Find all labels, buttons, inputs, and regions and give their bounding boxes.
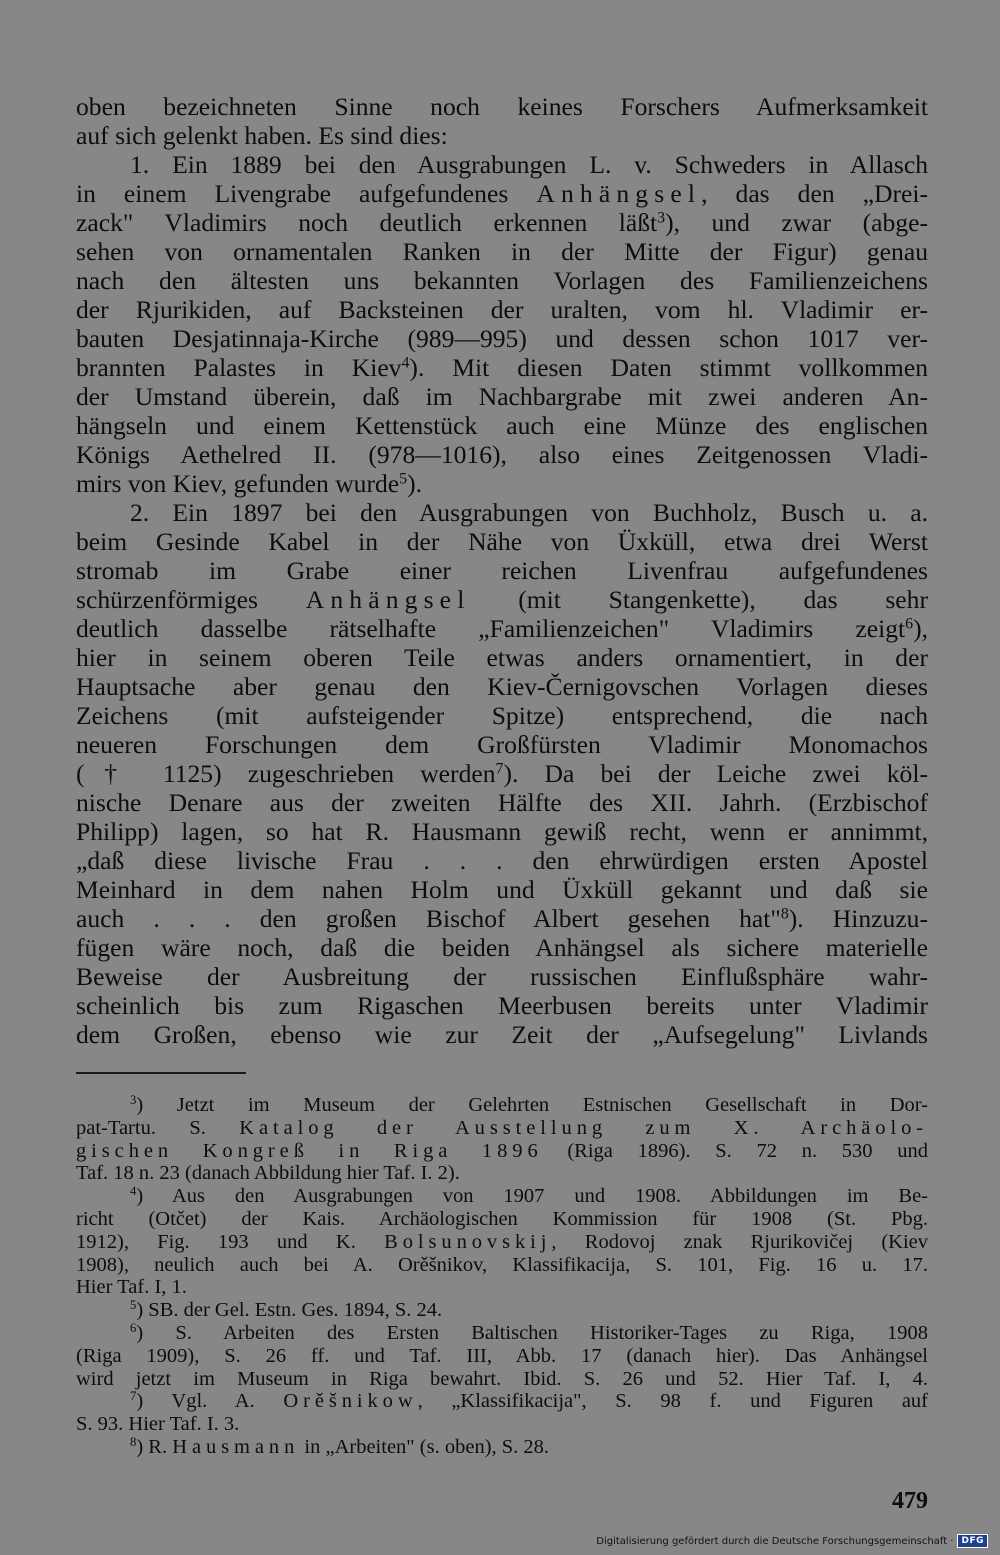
text-run: in einem Livengrabe aufgefundenes [76, 179, 537, 208]
main-text [76, 92, 928, 1049]
text-line [76, 498, 928, 527]
spaced-emphasis: Katalog der Ausstellung zum X. Archäolo- [239, 1116, 928, 1139]
text-line [76, 556, 928, 585]
footnote-line [76, 1140, 928, 1163]
spaced-emphasis: Anhängsel [305, 585, 471, 614]
footnote-line [76, 1299, 928, 1322]
footnote-separator [76, 1072, 246, 1074]
footnote-line [76, 1345, 928, 1368]
text-line [76, 469, 928, 498]
text-line [76, 817, 928, 846]
text-run: (Riga 1896). S. 72 n. 530 und [542, 1139, 928, 1162]
text-run: ). Mit diesen Daten stimmt vollkommen [409, 353, 929, 382]
footnote-marker: 6 [905, 615, 914, 633]
footnote-line [76, 1322, 928, 1345]
footnote-marker: 8 [130, 1434, 137, 1449]
text-line [76, 643, 928, 672]
text-run: ). Hinzuzu- [788, 904, 928, 933]
text-line [76, 382, 928, 411]
text-run: pat-Tartu. S. [76, 1116, 240, 1139]
text-run: brannten Palastes in Kiev [76, 353, 402, 382]
footnote-line [76, 1413, 928, 1436]
text-run: ) SB. der Gel. Estn. Ges. 1894, S. 24. [136, 1299, 443, 1322]
text-line [76, 295, 928, 324]
page-number: 479 [892, 1488, 928, 1514]
text-run: , Rodovoj znak Rjurikovičej (Kiev [551, 1230, 928, 1253]
text-run: Königs Aethelred II. (978—1016), also eines Zeitgenossen Vladi- [76, 440, 928, 469]
spaced-emphasis: Hausmann [172, 1435, 300, 1458]
text-run: ). Da bei der Leiche zwei köl- [503, 759, 928, 788]
text-line [76, 788, 928, 817]
footnote-line [76, 1117, 928, 1140]
text-run: auch . . . den großen Bischof Albert gesehen hat" [76, 904, 781, 933]
text-line [76, 179, 928, 208]
dfg-logo: DFG [957, 1534, 988, 1548]
text-run: neueren Forschungen dem Großfürsten Vladimir Monomachos [76, 730, 928, 759]
text-line [76, 991, 928, 1020]
text-line [76, 237, 928, 266]
text-run: Zeichens (mit aufsteigender Spitze) entsprechend, die nach [76, 701, 928, 730]
text-run: sehen von ornamentalen Ranken in der Mitte der Figur) genau [76, 237, 928, 266]
text-run: , das den „Drei- [701, 179, 929, 208]
footnote-line [76, 1231, 928, 1254]
text-run: 1908), neulich auch bei A. Orěšnikov, Klassifikacija, S. 101, Fig. 16 u. 17. [76, 1253, 928, 1276]
footnote-line [76, 1436, 928, 1459]
text-line [76, 962, 928, 991]
footnote-marker: 6 [130, 1320, 137, 1335]
text-run: 1. Ein 1889 bei den Ausgrabungen L. v. Schweders in Allasch [130, 150, 928, 179]
text-run: ), und zwar (abge- [665, 208, 929, 237]
text-run: der Rjurikiden, auf Backsteinen der uralten, vom hl. Vladimir er- [76, 295, 928, 324]
text-run: oben bezeichneten Sinne noch keines Forschers Aufmerksamkeit [76, 92, 928, 121]
text-line [76, 411, 928, 440]
spaced-emphasis: Orěšnikow [283, 1390, 418, 1413]
footnote-marker: 3 [130, 1093, 137, 1108]
text-line [76, 701, 928, 730]
footnote-marker: 5 [130, 1298, 137, 1313]
text-run: ). [407, 469, 423, 498]
text-run: wird jetzt im Museum in Riga bewahrt. Ibid. S. 26 und 52. Hier Taf. I, 4. [76, 1367, 928, 1390]
spaced-emphasis: gischen Kongreß in Riga 1896 [76, 1139, 543, 1162]
text-run: S. 93. Hier Taf. I. 3. [76, 1413, 240, 1436]
spaced-emphasis: Anhängsel [536, 179, 702, 208]
text-run: richt (Otčet) der Kais. Archäologischen Kommission für 1908 (St. Pbg. [76, 1207, 928, 1230]
text-line [76, 527, 928, 556]
footnote-line [76, 1254, 928, 1277]
text-line [76, 846, 928, 875]
text-run: Meinhard in dem nahen Holm und Üxküll gekannt und daß sie [76, 875, 928, 904]
text-run: schürzenförmiges [76, 585, 306, 614]
footnote-marker: 7 [130, 1389, 137, 1404]
text-run: auf sich gelenkt haben. Es sind dies: [76, 121, 448, 150]
text-run: Taf. 18 n. 23 (danach Abbildung hier Taf. I. 2). [76, 1162, 460, 1185]
text-run: Hauptsache aber genau den Kiev-Černigovschen Vorlagen dieses [76, 672, 928, 701]
text-line [76, 759, 928, 788]
footnote-line [76, 1368, 928, 1391]
spaced-emphasis: Bolsunovskij [384, 1230, 552, 1253]
text-line [76, 324, 928, 353]
footnotes [76, 1094, 928, 1459]
text-line [76, 875, 928, 904]
text-run: fügen wäre noch, daß die beiden Anhängsel als sichere materielle [76, 933, 928, 962]
text-run: Beweise der Ausbreitung der russischen Einflußsphäre wahr- [76, 962, 928, 991]
footnote-line [76, 1276, 928, 1299]
footnote-marker: 4 [401, 354, 410, 372]
text-line [76, 121, 928, 150]
text-run: hängseln und einem Kettenstück auch eine Münze des englischen [76, 411, 928, 440]
footnote-line [76, 1208, 928, 1231]
text-run: Hier Taf. I, 1. [76, 1276, 187, 1299]
text-line [76, 1020, 928, 1049]
text-run: ) Vgl. A. [136, 1390, 284, 1413]
text-line [76, 353, 928, 382]
footnote-marker: 7 [495, 760, 504, 778]
text-line [76, 92, 928, 121]
text-run: ), [913, 614, 928, 643]
text-run: zack" Vladimirs noch deutlich erkennen läßt [76, 208, 658, 237]
text-run: ) S. Arbeiten des Ersten Baltischen Historiker-Tages zu Riga, 1908 [136, 1321, 928, 1344]
text-run: (Riga 1909), S. 26 ff. und Taf. III, Abb. 17 (danach hier). Das Anhängsel [76, 1344, 928, 1367]
credit-text: Digitalisierung gefördert durch die Deutsche Forschungsgemeinschaft · [596, 1535, 954, 1547]
text-run: 1912), Fig. 193 und K. [76, 1230, 385, 1253]
text-run: 2. Ein 1897 bei den Ausgrabungen von Buchholz, Busch u. a. [130, 498, 928, 527]
text-run: deutlich dasselbe rätselhafte „Familienzeichen" Vladimirs zeigt [76, 614, 906, 643]
text-line [76, 585, 928, 614]
text-run: nische Denare aus der zweiten Hälfte des XII. Jahrh. (Erzbischof [76, 788, 928, 817]
text-run: dem Großen, ebenso wie zur Zeit der „Aufsegelung" Livlands [76, 1020, 928, 1049]
text-run: der Umstand überein, daß im Nachbargrabe mit zwei anderen An- [76, 382, 928, 411]
footnote-marker: 4 [130, 1184, 137, 1199]
text-run: beim Gesinde Kabel in der Nähe von Üxküll, etwa drei Werst [76, 527, 928, 556]
text-run: (mit Stangenkette), das sehr [470, 585, 928, 614]
text-run: bauten Desjatinnaja-Kirche (989—995) und dessen schon 1017 ver- [76, 324, 928, 353]
text-line [76, 672, 928, 701]
footnote-line [76, 1094, 928, 1117]
footnote-marker: 3 [657, 209, 666, 227]
text-run: ) R. [136, 1435, 173, 1458]
text-line [76, 933, 928, 962]
footnote-line [76, 1390, 928, 1413]
footnote-line [76, 1185, 928, 1208]
footnote-marker: 5 [399, 470, 408, 488]
text-line [76, 440, 928, 469]
text-run: ) Aus den Ausgrabungen von 1907 und 1908. Abbildungen im Be- [136, 1185, 928, 1208]
footnote-marker: 8 [780, 905, 789, 923]
digitization-credit [596, 1534, 988, 1548]
text-run: stromab im Grabe einer reichen Livenfrau aufgefundenes [76, 556, 928, 585]
text-line [76, 266, 928, 295]
footnote-line [76, 1162, 928, 1185]
text-run: scheinlich bis zum Rigaschen Meerbusen bereits unter Vladimir [76, 991, 928, 1020]
text-run: Philipp) lagen, so hat R. Hausmann gewiß recht, wenn er annimmt, [76, 817, 928, 846]
text-run: „daß diese livische Frau . . . den ehrwürdigen ersten Apostel [76, 846, 928, 875]
text-line [76, 730, 928, 759]
text-line [76, 208, 928, 237]
text-run: mirs von Kiev, gefunden wurde [76, 469, 400, 498]
text-line [76, 904, 928, 933]
text-run: in „Arbeiten" (s. oben), S. 28. [299, 1435, 550, 1458]
text-run: nach den ältesten uns bekannten Vorlagen des Familienzeichens [76, 266, 928, 295]
text-line [76, 150, 928, 179]
text-run: hier in seinem oberen Teile etwas anders ornamentiert, in der [76, 643, 928, 672]
text-run: († 1125) zugeschrieben werden [76, 759, 496, 788]
text-run: , „Klassifikacija", S. 98 f. und Figuren auf [417, 1390, 928, 1413]
text-line [76, 614, 928, 643]
text-run: ) Jetzt im Museum der Gelehrten Estnischen Gesellschaft in Dor- [136, 1094, 928, 1116]
